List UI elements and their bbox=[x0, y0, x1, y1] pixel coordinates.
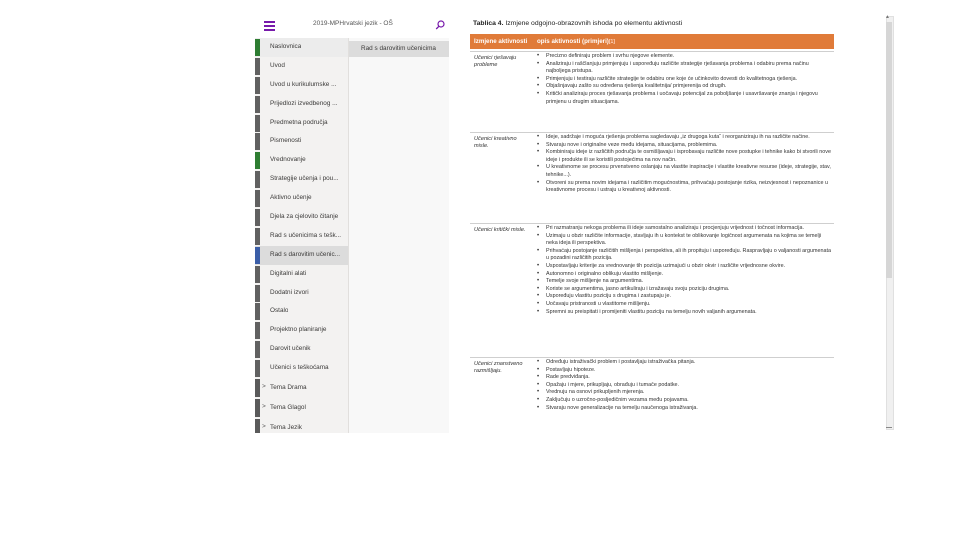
description-item: • Otvoreni su prema novim idejama i različitim mogućnostima, prihvaćaju postojanje rizika, neizvjesnost i nepoznanice u kreativnome procesu i ustraju u kreativnoj aktivnosti. bbox=[537, 180, 831, 195]
section-label: Projektno planiranje bbox=[270, 326, 327, 334]
description-item: • Kritički analiziraju proces rješavanja problema i uočavaju potencijal za poboljšanje i usavršavanje znanja i njegovu primjenu u drugim situacijama. bbox=[537, 91, 831, 106]
description-item: • Zaključuju o uzročno-posljedičnim vezama među pojavama. bbox=[537, 397, 831, 405]
section-item[interactable] bbox=[255, 189, 348, 208]
section-label: Darovit učenik bbox=[270, 345, 311, 353]
section-item[interactable] bbox=[255, 151, 348, 170]
section-item[interactable] bbox=[255, 227, 348, 246]
section-group[interactable] bbox=[255, 418, 348, 433]
section-item[interactable] bbox=[255, 170, 348, 189]
section-item[interactable] bbox=[255, 284, 348, 303]
scroll-down-marker-icon[interactable] bbox=[886, 427, 892, 431]
section-item[interactable] bbox=[255, 76, 348, 95]
section-label: Strategije učenja i pou... bbox=[270, 175, 339, 183]
page-item[interactable] bbox=[349, 41, 449, 57]
row-description-list bbox=[537, 359, 831, 412]
section-label: Rad s darovitim učenic... bbox=[270, 250, 340, 258]
row-description-list bbox=[537, 225, 831, 316]
section-label: Rad s učenicima s tešk... bbox=[270, 231, 342, 239]
vertical-scrollbar[interactable] bbox=[884, 14, 893, 433]
section-item[interactable] bbox=[255, 302, 348, 321]
scroll-up-arrow-icon[interactable]: ▲ bbox=[885, 14, 890, 20]
section-color-tab bbox=[255, 322, 260, 339]
document-canvas bbox=[468, 14, 838, 433]
section-label: Djela za cjelovito čitanje bbox=[270, 213, 339, 221]
page-list bbox=[349, 38, 449, 433]
section-item[interactable] bbox=[255, 38, 348, 57]
section-group-tab bbox=[255, 419, 260, 433]
section-group[interactable] bbox=[255, 398, 348, 418]
description-item: • Prihvaćaju postojanje različitih mišljenja i perspektiva, ali ih propituju i uspoređuju. Raspravljaju o valjanosti argumenata u pozadini različitih pozicija. bbox=[537, 248, 831, 263]
description-item: • Spremni su preispitati i promijeniti vlastitu poziciju na temelju novih valjanih argumenata. bbox=[537, 309, 831, 317]
section-color-tab bbox=[255, 152, 260, 169]
table-row bbox=[470, 223, 834, 358]
header-column-activity: Izmjene aktivnosti bbox=[474, 38, 528, 45]
table-row bbox=[470, 132, 834, 224]
section-color-tab bbox=[255, 77, 260, 94]
description-item: • Opažaju i mjere, prikupljaju, obrađuju i tumače podatke. bbox=[537, 382, 831, 390]
section-group-tab bbox=[255, 399, 260, 417]
section-color-tab bbox=[255, 209, 260, 226]
section-item[interactable] bbox=[255, 321, 348, 340]
description-item: • U kreativnome se procesu prvenstveno oslanjaju na vlastite inspiracije i vlastite kreativne resurse (ideje, strategije, stav, tehnike...). bbox=[537, 164, 831, 179]
screenshot bbox=[255, 14, 894, 433]
header-column-description-text: opis aktivnosti (primjeri) bbox=[537, 38, 609, 45]
row-activity-label: Učenici kritički misle. bbox=[474, 227, 526, 233]
section-item[interactable] bbox=[255, 359, 348, 378]
description-item: • Rade predviđanja. bbox=[537, 374, 831, 382]
section-color-tab bbox=[255, 360, 260, 377]
header-footnote: [1] bbox=[608, 39, 615, 45]
description-item: • Uspoređuju vlastitu poziciju s drugima i zastupaju je. bbox=[537, 293, 831, 301]
section-group-label: Tema Glagol bbox=[270, 404, 306, 412]
table-header bbox=[470, 34, 834, 49]
description-item: • Uspostavljaju kriterije za vrednovanje tih pozicija uzimajući u obzir okvir i različite vrijednosne okvire. bbox=[537, 263, 831, 271]
description-item: • Uočavaju pristranosti u vlastitome mišljenju. bbox=[537, 301, 831, 309]
section-item[interactable] bbox=[255, 265, 348, 284]
header-column-description bbox=[537, 38, 615, 45]
section-label: Prijedlozi izvedbenog ... bbox=[270, 99, 338, 107]
menu-icon[interactable] bbox=[264, 21, 275, 30]
section-item[interactable] bbox=[255, 95, 348, 114]
description-item: • Analiziraju i raščlanjuju primjenjuju i uspoređuju različite strategije rješavanja problema i odabiru prema načinu najboljega pristupa. bbox=[537, 61, 831, 76]
section-color-tab bbox=[255, 247, 260, 264]
section-color-tab bbox=[255, 115, 260, 132]
description-item: • Kombiniraju ideje iz različitih područja te osmišljavaju i isprobavaju različite nove postupke i tehnike kako bi stvorili nove ideje i produkte ili se koristili postojećima na nov način. bbox=[537, 149, 831, 164]
section-item[interactable] bbox=[255, 340, 348, 359]
section-item[interactable] bbox=[255, 132, 348, 151]
section-label: Aktivno učenje bbox=[270, 194, 312, 202]
description-item: • Stvaraju nove generalizacije na temelju naučenoga istraživanja. bbox=[537, 405, 831, 413]
row-activity-label: Učenici rješavaju probleme bbox=[474, 55, 517, 68]
section-color-tab bbox=[255, 285, 260, 302]
section-label: Učenici s teškoćama bbox=[270, 364, 329, 372]
section-color-tab bbox=[255, 171, 260, 188]
section-label: Naslovnica bbox=[270, 43, 302, 50]
section-label: Uvod bbox=[270, 61, 285, 69]
row-activity-label: Učenici kreativno misle. bbox=[474, 136, 517, 149]
section-label: Pismenosti bbox=[270, 137, 302, 145]
section-color-tab bbox=[255, 58, 260, 75]
section-color-tab bbox=[255, 133, 260, 150]
chevron-right-icon[interactable]: > bbox=[262, 383, 266, 391]
section-list bbox=[255, 38, 349, 433]
section-label: Vrednovanje bbox=[270, 156, 306, 164]
row-description-list bbox=[537, 53, 831, 106]
notebook-title[interactable]: 2019-MPHrvatski jezik - OŠ bbox=[313, 20, 393, 27]
table-row bbox=[470, 357, 834, 433]
onenote-panel bbox=[255, 14, 449, 433]
section-label: Ostalo bbox=[270, 307, 289, 315]
section-color-tab bbox=[255, 341, 260, 358]
row-description-list bbox=[537, 134, 831, 195]
description-item: • Primjenjuju i testiraju različite strategije te odabiru one koje će učinkovito dovesti do kvalitetnoga rješenja. bbox=[537, 76, 831, 84]
scrollbar-thumb[interactable] bbox=[886, 22, 892, 278]
section-label: Dodatni izvori bbox=[270, 288, 309, 296]
section-group-tab bbox=[255, 379, 260, 397]
description-item: • Pri razmatranju nekoga problema ili ideje samostalno analiziraju i procjenjuju vrijednost i točnost informacija. bbox=[537, 225, 831, 233]
row-activity-label: Učenici znanstveno razmišljaju. bbox=[474, 361, 523, 374]
section-item[interactable] bbox=[255, 57, 348, 76]
description-item: • Uzimaju u obzir različite informacije, stavljaju ih u kontekst te oblikovanje logičnost argumenata na kojima se temelji neka ideja ili perspektiva. bbox=[537, 233, 831, 248]
section-label: Uvod u kurikulumske ... bbox=[270, 80, 337, 88]
chevron-right-icon[interactable]: > bbox=[262, 423, 266, 431]
description-item: • Objašnjavaju zašto su određena rješenja kvalitetnija/ primjerenija od drugih. bbox=[537, 83, 831, 91]
section-color-tab bbox=[255, 190, 260, 207]
description-item: • Autonomno i originalno oblikuju vlastito mišljenje. bbox=[537, 271, 831, 279]
section-label: Digitalni alati bbox=[270, 269, 307, 277]
description-item: • Stvaraju nove i originalne veze među idejama, situacijama, problemima. bbox=[537, 142, 831, 150]
section-item[interactable] bbox=[255, 208, 348, 227]
description-item: • Određuju istraživački problem i postavljaju istraživačka pitanja. bbox=[537, 359, 831, 367]
description-item: • Ideje, sadržaje i moguća rješenja problema sagledavaju „iz drugoga kuta“ i reorganiziraju ih na različite načine. bbox=[537, 134, 831, 142]
section-item[interactable] bbox=[255, 246, 348, 265]
table-row bbox=[470, 51, 834, 133]
section-group[interactable] bbox=[255, 378, 348, 398]
table-title bbox=[473, 20, 682, 27]
description-item: • Temelje svoje mišljenje na argumentima. bbox=[537, 278, 831, 286]
table-title-text: Izmjene odgojno-obrazovnih ishoda po elementu aktivnosti bbox=[503, 20, 683, 27]
notebook-header bbox=[255, 14, 449, 39]
table-title-number: Tablica 4. bbox=[473, 20, 504, 27]
section-color-tab bbox=[255, 303, 260, 320]
section-label: Predmetna područja bbox=[270, 118, 328, 126]
description-item: • Vrednuju na osnovi prikupljenih mjerenja. bbox=[537, 389, 831, 397]
section-color-tab bbox=[255, 96, 260, 113]
page-item-label: Rad s darovitim učenicima bbox=[361, 45, 436, 52]
description-item: • Koriste se argumentima, jasno artikuliraju i izražavaju svoju poziciju drugima. bbox=[537, 286, 831, 294]
chevron-right-icon[interactable]: > bbox=[262, 403, 266, 411]
section-color-tab bbox=[255, 266, 260, 283]
description-item: • Precizno definiraju problem i svrhu njegove elemente. bbox=[537, 53, 831, 61]
section-group-label: Tema Drama bbox=[270, 384, 307, 392]
section-group-label: Tema Jezik bbox=[270, 424, 302, 432]
section-color-tab bbox=[255, 39, 260, 56]
section-color-tab bbox=[255, 228, 260, 245]
description-item: • Postavljaju hipoteze. bbox=[537, 367, 831, 375]
section-item[interactable] bbox=[255, 114, 348, 133]
search-icon[interactable] bbox=[435, 20, 445, 30]
